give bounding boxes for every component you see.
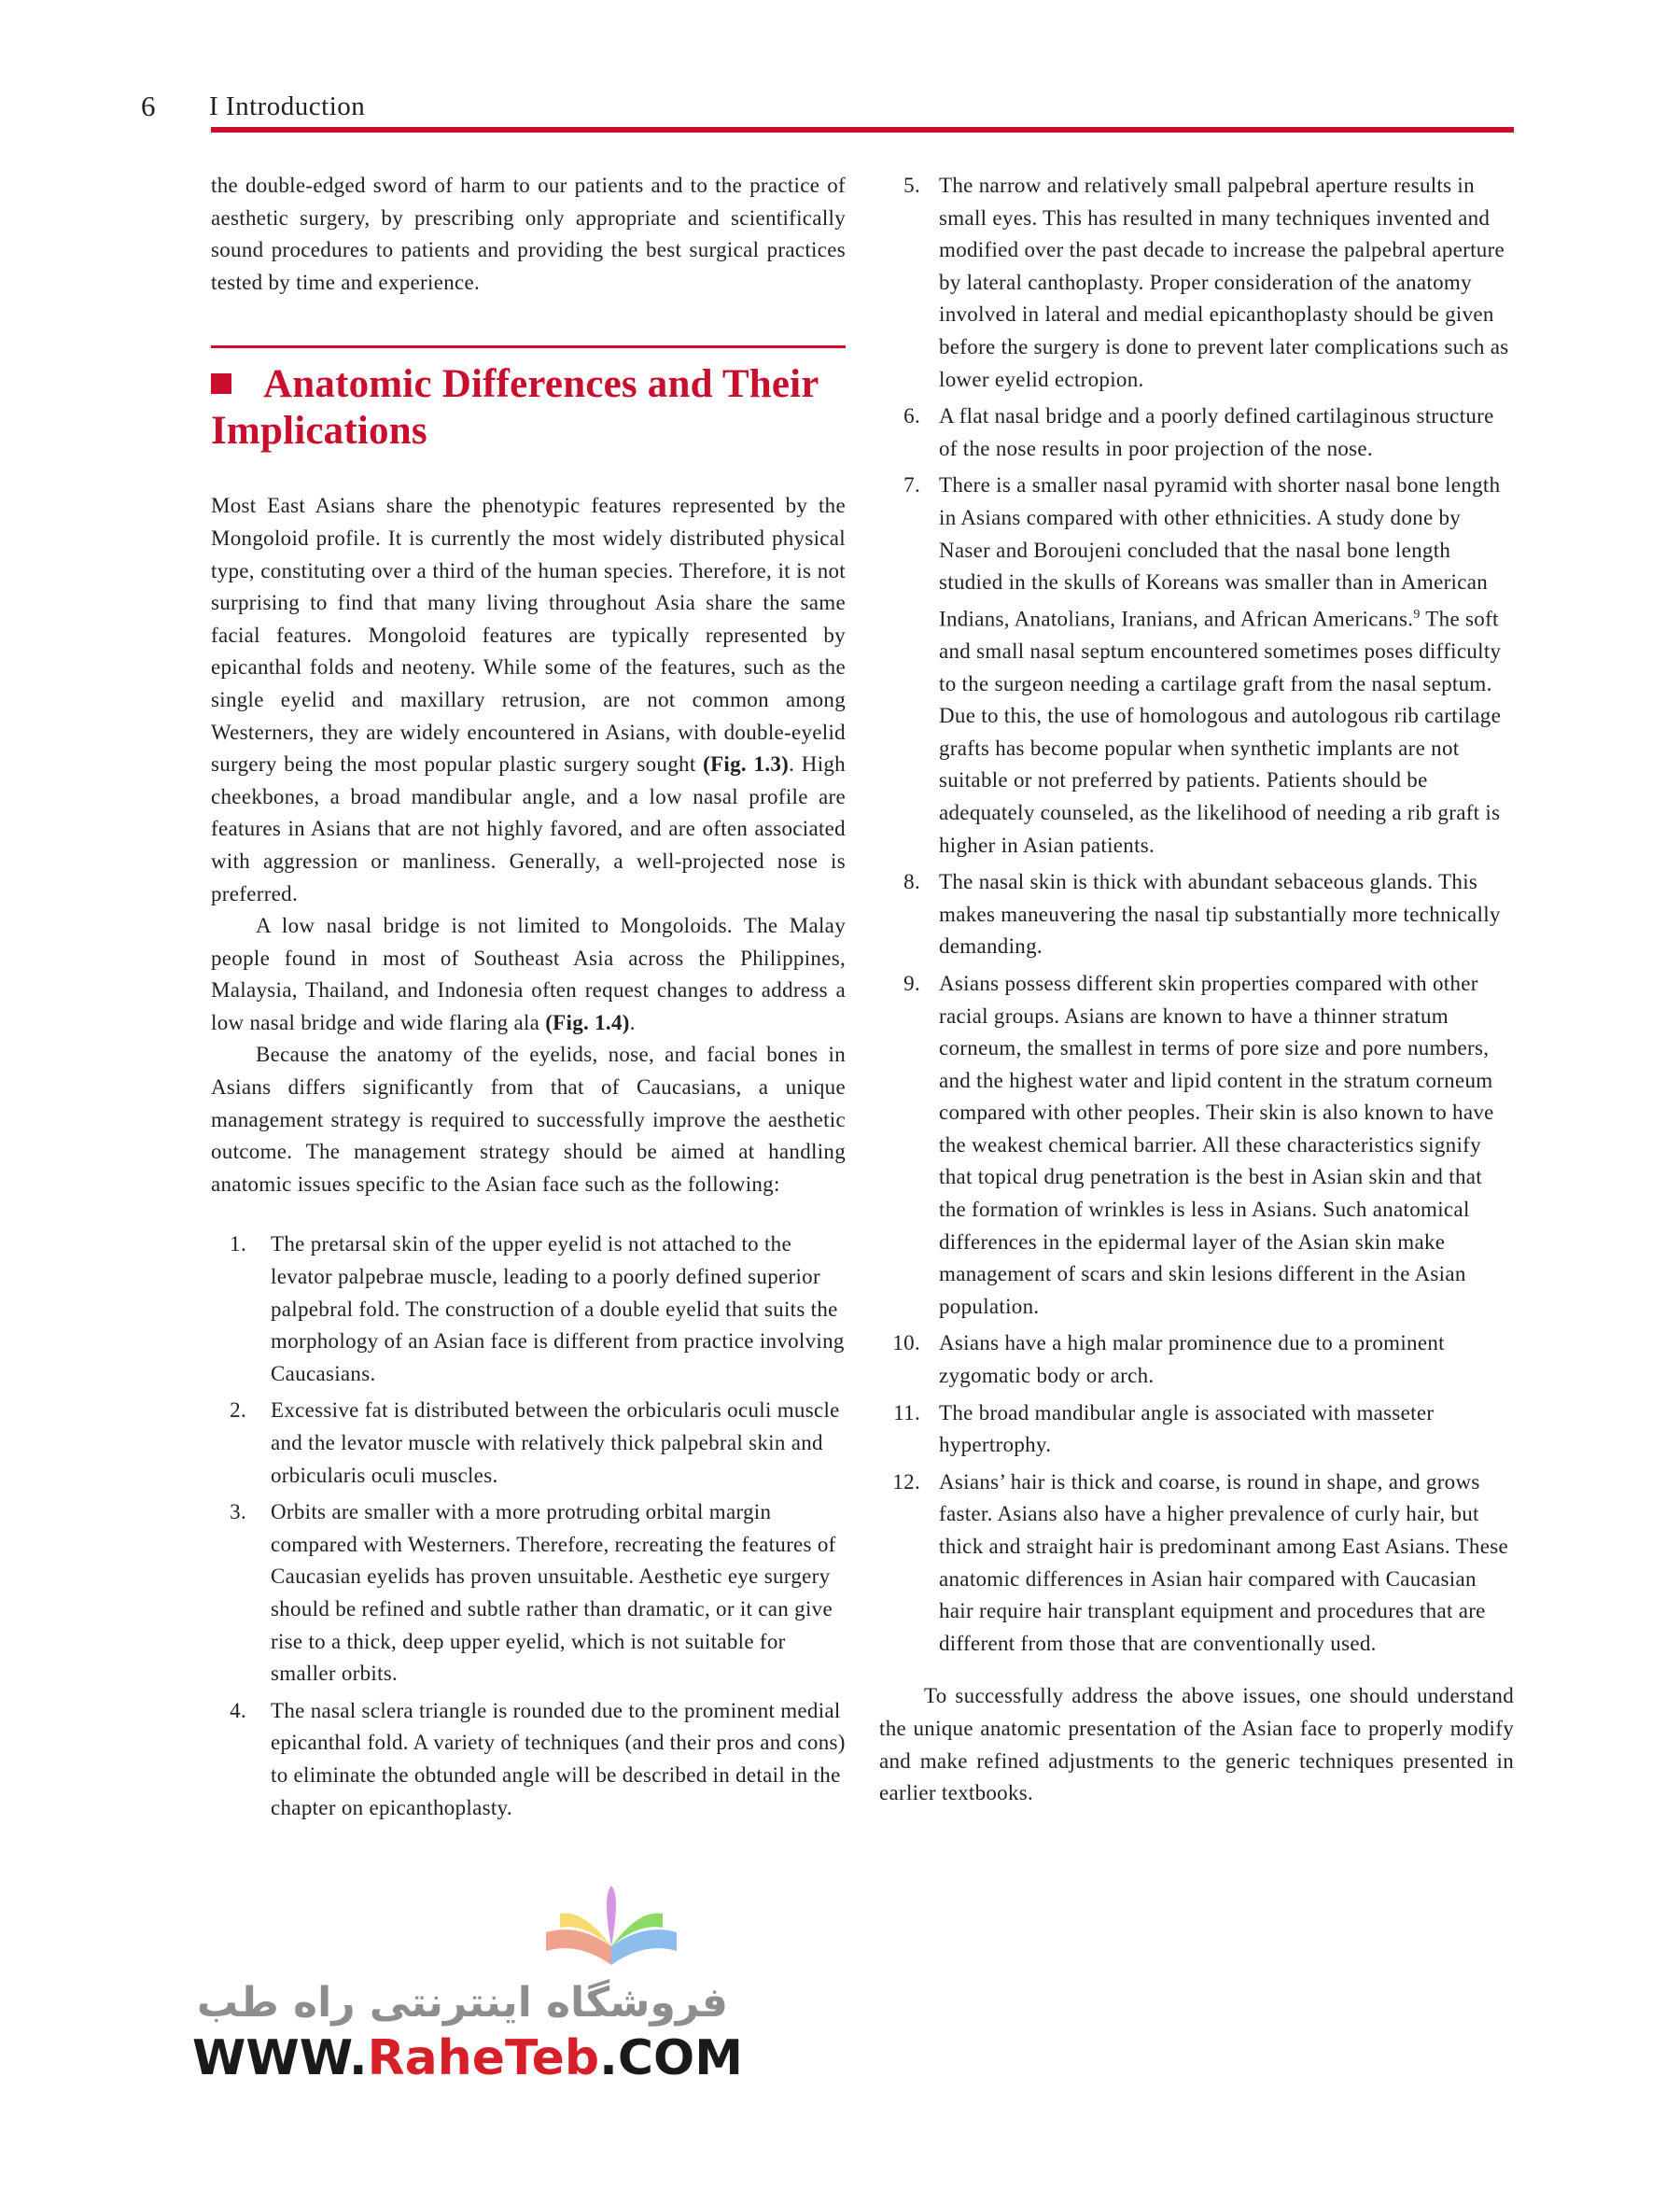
url-prefix: WWW. <box>192 2030 368 2086</box>
list-item <box>879 170 1514 396</box>
paragraph-1-tail: . High cheekbones, a broad mandibular angle, and a low nasal profile are features in Asians that are not highly favored, and are often associated with aggression or manliness. Generally, a well-projected nose is preferred. <box>211 752 846 905</box>
list-item-text: The broad mandibular angle is associated with masseter hypertrophy. <box>939 1400 1435 1457</box>
list-number: 9. <box>903 971 920 995</box>
list-item <box>211 1695 846 1824</box>
list-item-text: Asians possess different skin properties compared with other racial groups. Asians are known to have a thinner stratum corneum, the smallest in terms of pore size and pore numbers, and the highest water and lipid content in the stratum corneum compared with other peoples. Their skin is also known to have the weakest chemical barrier. All these characteristics signify that topical drug penetration is the best in Asian skin and that the formation of wrinkles is less in Asians. Such anatomical differences in the epidermal layer of the Asian skin make management of scars and skin lesions different in the Asian population. <box>939 971 1494 1318</box>
list-number: 2. <box>230 1398 246 1423</box>
header-rule <box>211 127 1514 133</box>
list-item <box>211 1228 846 1390</box>
list-item <box>879 1327 1514 1392</box>
list-item <box>879 470 1514 862</box>
list-item-text: A flat nasal bridge and a poorly defined cartilaginous structure of the nose results in poor projection of the nose. <box>939 404 1494 460</box>
closing-paragraph: To successfully address the above issues, one should understand the unique anatomic presentation of the Asian face to properly modify and make refined adjustments to the generic techniques presented in earlier textbooks. <box>879 1684 1514 1805</box>
section-heading <box>211 361 846 455</box>
url-suffix: .COM <box>599 2030 743 2086</box>
list-item <box>879 400 1514 465</box>
right-column <box>879 170 1514 1810</box>
body-paragraph-2 <box>211 910 846 1039</box>
section-rule <box>211 345 846 348</box>
numbered-list-left <box>211 1228 846 1824</box>
intro-paragraph: the double-edged sword of harm to our patients and to the practice of aesthetic surgery, by prescribing only appropriate and scientifically sound procedures to patients and providing the best surgical practices tested by time and experience. <box>211 174 846 294</box>
paragraph-2-tail: . <box>629 1010 636 1034</box>
list-number: 6. <box>903 404 920 428</box>
paragraph-1-text: Most East Asians share the phenotypic features represented by the Mongoloid profile. It is currently the most widely distributed physical type, constituting over a third of the human species. Therefore, it is not surprising to find that many living throughout Asia share the same facial features. Mongoloid features are typically represented by epicanthal folds and neoteny. While some of the features, such as the single eyelid and maxillary retrusion, are not common among Westerners, they are widely encountered in Asians, with double-eyelid surgery being the most popular plastic surgery sought <box>211 494 846 777</box>
list-item-text: The nasal skin is thick with abundant sebaceous glands. This makes maneuvering the nasal tip substantially more technically demanding. <box>939 870 1501 959</box>
list-item <box>211 1496 846 1691</box>
book-logo-icon <box>537 1876 686 1979</box>
list-item-text-after: The soft and small nasal septum encountered sometimes poses difficulty to the surgeon needing a cartilage graft from the nasal septum. Due to this, the use of homologous and autologous rib cartilage grafts has become popular when synthetic implants are not suitable or not preferred by patients. Patients should be adequately counseled, as the likelihood of needing a rib graft is higher in Asian patients. <box>939 607 1502 857</box>
list-number: 12. <box>892 1469 920 1494</box>
list-item <box>211 1395 846 1492</box>
list-number: 10. <box>892 1331 920 1355</box>
list-item-text: Asians’ hair is thick and coarse, is round in shape, and grows faster. Asians also have a higher prevalence of curly hair, but thick and straight hair is predominant among East Asians. These anatomic differences in Asian hair compared with Caucasian hair require hair transplant equipment and procedures that are different from those that are conventionally used. <box>939 1469 1508 1655</box>
left-column <box>211 170 846 1829</box>
numbered-list-right <box>879 170 1514 1660</box>
section-heading-text: Anatomic Differences and Their Implications <box>211 362 819 454</box>
watermark-persian-text: فروشگاه اینترنتی راه طب <box>196 1979 728 2027</box>
list-item-text: The narrow and relatively small palpebral aperture results in small eyes. This has resulted in many techniques invented and modified over the past decade to increase the palpebral aperture by lateral canthoplasty. Proper consideration of the anatomy involved in lateral and medial epicanthoplasty should be given before the surgery is done to prevent later complications such as lower eyelid ectropion. <box>939 174 1509 391</box>
running-head: I Introduction <box>209 91 366 121</box>
body-paragraph-3: Because the anatomy of the eyelids, nose, and facial bones in Asians differs significantly from that of Caucasians, a unique management strategy is required to successfully improve the aesthetic outcome. The management strategy should be aimed at handling anatomic issues specific to the Asian face such as the following: <box>211 1043 846 1196</box>
list-number: 1. <box>230 1232 246 1256</box>
list-item <box>879 1466 1514 1661</box>
list-item-text: The nasal sclera triangle is rounded due to the prominent medial epicanthal fold. A variety of techniques (and their pros and cons) to eliminate the obtunded angle will be described in detail in the chapter on epicanthoplasty. <box>271 1698 846 1819</box>
list-item-text: Asians have a high malar prominence due to a prominent zygomatic body or arch. <box>939 1331 1445 1388</box>
list-item <box>879 968 1514 1324</box>
list-number: 5. <box>903 174 920 197</box>
figure-ref-1-4: (Fig. 1.4) <box>545 1010 630 1034</box>
watermark <box>187 1876 743 2086</box>
list-number: 3. <box>230 1500 246 1524</box>
watermark-url[interactable] <box>192 2030 743 2086</box>
list-number: 4. <box>230 1698 246 1722</box>
square-bullet-icon <box>211 373 231 394</box>
citation-superscript: 9 <box>1413 607 1421 622</box>
list-item-text: The pretarsal skin of the upper eyelid is not attached to the levator palpebrae muscle, leading to a poorly defined superior palpebral fold. The construction of a double eyelid that suits the morphology of an Asian face is different from practice involving Caucasians. <box>271 1232 845 1385</box>
list-number: 8. <box>903 870 920 894</box>
list-item-text: Orbits are smaller with a more protruding orbital margin compared with Westerners. Therefore, recreating the features of Caucasian eyelids has proven unsuitable. Aesthetic eye surgery should be refined and subtle rather than dramatic, or it can give rise to a thick, deep upper eyelid, which is not suitable for smaller orbits. <box>271 1500 836 1686</box>
url-brand: RaheTeb <box>367 2030 600 2086</box>
list-item <box>879 866 1514 963</box>
list-item-text: Excessive fat is distributed between the orbicularis oculi muscle and the levator muscle with relatively thick palpebral skin and orbicularis oculi muscles. <box>271 1398 840 1487</box>
page-number: 6 <box>141 90 156 122</box>
figure-ref-1-3: (Fig. 1.3) <box>703 752 790 777</box>
list-item <box>879 1397 1514 1462</box>
list-number: 11. <box>893 1400 920 1424</box>
list-number: 7. <box>903 473 920 498</box>
list-item-text: There is a smaller nasal pyramid with shorter nasal bone length in Asians compared with other ethnicities. A study done by Naser and Boroujeni concluded that the nasal bone length studied in the skulls of Koreans was smaller than in American Indians, Anatolians, Iranians, and African Americans. <box>939 473 1501 631</box>
paragraph-2-text: A low nasal bridge is not limited to Mongoloids. The Malay people found in most of Southeast Asia across the Philippines, Malaysia, Thailand, and Indonesia often request changes to address a low nasal bridge and wide flaring ala <box>211 914 846 1034</box>
body-paragraph-1 <box>211 490 846 910</box>
